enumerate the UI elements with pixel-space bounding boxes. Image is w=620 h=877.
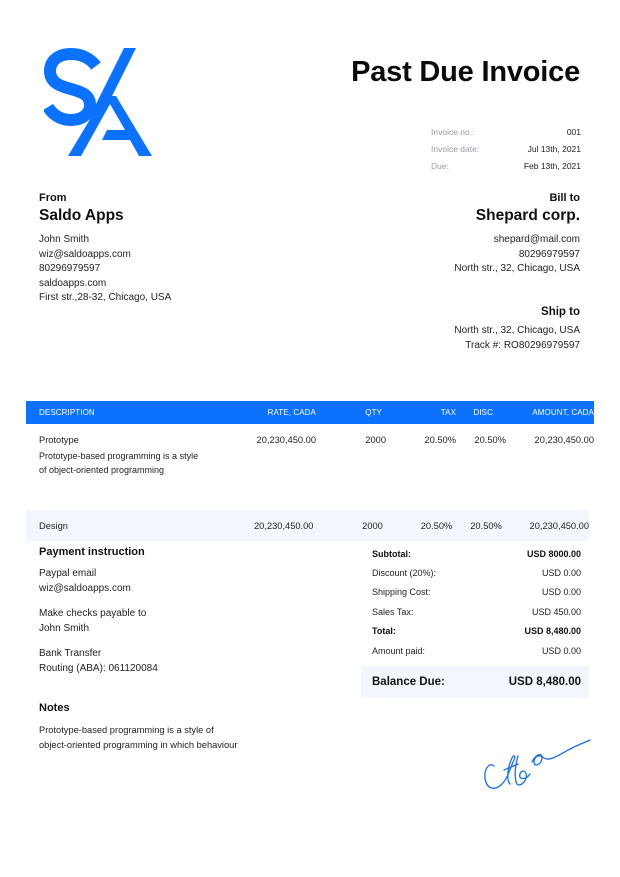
sales-tax-value: USD 450.00 (531, 606, 581, 617)
amount-paid-row (361, 641, 589, 660)
payment-method-value: Routing (ABA): 061120084 (39, 662, 158, 674)
balance-due-value: USD 8,480.00 (508, 676, 581, 689)
discount-value: USD 0.00 (541, 568, 581, 579)
header-amount: AMOUNT, CADA (532, 408, 594, 417)
meta-row-due (431, 157, 581, 174)
from-address (39, 233, 279, 306)
table-header (26, 401, 594, 424)
table-row (26, 510, 589, 541)
subtotal-row (361, 544, 589, 563)
notes-line: object-oriented programming in which behaviour (39, 739, 238, 750)
sales-tax-row (361, 602, 589, 621)
payment-method-value: wiz@saldoapps.com (39, 582, 131, 594)
payment-method-label: Make checks payable to (39, 608, 147, 620)
bill-to-street: North str., 32, Chicago, USA (454, 263, 580, 275)
item-description-cell (26, 435, 226, 477)
meta-label: Invoice no.: (431, 126, 475, 137)
total-row (361, 622, 589, 641)
from-contact-name: John Smith (39, 234, 90, 245)
company-logo (44, 44, 154, 160)
item-description: Prototype (39, 435, 79, 445)
item-qty: 2000 (362, 520, 383, 531)
header-rate: RATE, CADA (267, 408, 316, 417)
total-value: USD 8,480.00 (524, 626, 581, 637)
payment-bank (39, 647, 299, 676)
item-disc: 20.50% (474, 435, 506, 445)
bill-to-label: Bill to (549, 192, 580, 204)
meta-label: Due: (431, 160, 449, 171)
item-amount: 20,230,450.00 (534, 435, 594, 445)
item-tax: 20.50% (420, 520, 453, 531)
notes-line: Prototype-based programming is a style of (39, 725, 214, 735)
item-rate: 20,230,450.00 (256, 435, 316, 445)
meta-value: Jul 13th, 2021 (527, 143, 581, 154)
item-description: Design (39, 520, 68, 531)
payment-method-value: John Smith (39, 622, 90, 634)
signature-icon (480, 732, 592, 798)
item-rate: 20,230,450.00 (254, 520, 314, 531)
notes-section (39, 702, 319, 752)
payment-check (39, 607, 299, 636)
bill-to-phone: 80296979597 (518, 248, 580, 260)
bill-to-address (340, 233, 580, 277)
notes-title: Notes (39, 702, 70, 714)
sa-logo-icon (44, 44, 154, 160)
invoice-meta (431, 123, 581, 174)
payment-paypal (39, 567, 299, 596)
meta-value: 001 (566, 126, 581, 137)
meta-row-invoice-date (431, 140, 581, 157)
table-row (26, 424, 594, 510)
from-website: saldoapps.com (39, 277, 107, 289)
item-disc: 20.50% (470, 520, 502, 531)
header-disc: DISC (473, 408, 493, 417)
from-street: First str.,28-32, Chicago, USA (39, 292, 172, 304)
item-note-line: Prototype-based programming is a style (39, 451, 199, 461)
totals-section (361, 544, 589, 698)
meta-value: Feb 13th, 2021 (523, 160, 581, 171)
bill-to-email: shepard@mail.com (493, 234, 580, 245)
from-section (39, 192, 279, 306)
shipping-row (361, 583, 589, 602)
amount-paid-label: Amount paid: (372, 645, 426, 656)
item-note (39, 450, 226, 477)
bill-to-section (340, 192, 580, 277)
meta-row-invoice-no (431, 123, 581, 140)
sales-tax-label: Sales Tax: (372, 606, 414, 617)
item-tax: 20.50% (424, 435, 456, 445)
subtotal-label: Subtotal: (372, 548, 411, 559)
discount-row (361, 563, 589, 582)
line-items-table (26, 401, 594, 541)
payment-method-label: Paypal email (39, 568, 97, 579)
ship-to-section (340, 306, 580, 353)
meta-label: Invoice date: (431, 143, 480, 154)
payment-instruction-title: Payment instruction (39, 546, 145, 558)
from-phone: 80296979597 (39, 263, 101, 275)
notes-text (39, 723, 319, 752)
ship-to-tracking: Track #: RO80296979597 (465, 339, 580, 351)
from-company-name: Saldo Apps (39, 207, 124, 224)
payment-method-label: Bank Transfer (39, 648, 102, 660)
payment-instruction-section (39, 546, 299, 677)
header-qty: QTY (365, 408, 382, 417)
invoice-title: Past Due Invoice (351, 56, 580, 88)
subtotal-value: USD 8000.00 (526, 548, 581, 559)
from-email: wiz@saldoapps.com (39, 248, 131, 260)
total-label: Total: (372, 626, 396, 637)
amount-paid-value: USD 0.00 (541, 645, 581, 656)
ship-to-address (340, 324, 580, 353)
item-note-line: of object-oriented programming (39, 464, 165, 475)
from-label: From (39, 192, 67, 204)
ship-to-street: North str., 32, Chicago, USA (454, 325, 580, 336)
balance-due-row (361, 666, 589, 698)
header-description: DESCRIPTION (39, 408, 95, 417)
item-amount: 20,230,450.00 (529, 520, 590, 531)
ship-to-label: Ship to (541, 306, 580, 318)
balance-due-label: Balance Due: (372, 676, 445, 689)
bill-to-company-name: Shepard corp. (475, 207, 580, 224)
item-qty: 2000 (365, 435, 386, 445)
discount-label: Discount (20%): (372, 568, 437, 579)
signature (480, 732, 592, 798)
shipping-label: Shipping Cost: (372, 587, 431, 598)
shipping-value: USD 0.00 (541, 587, 581, 598)
header-tax: TAX (440, 408, 456, 417)
